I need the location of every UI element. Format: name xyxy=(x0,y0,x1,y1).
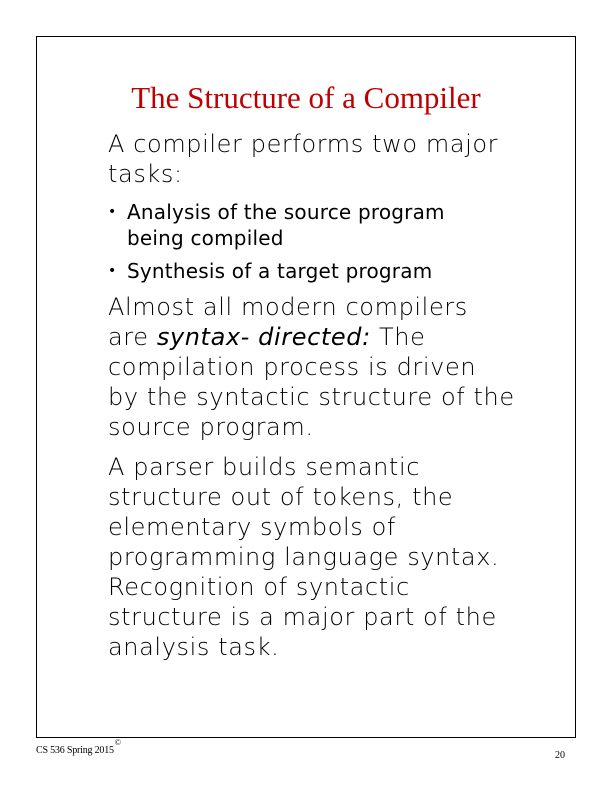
bullet-text xyxy=(127,199,528,251)
bullet-icon: • xyxy=(108,263,117,279)
paragraph-line: Recognition of syntactic xyxy=(108,573,410,601)
bullet-item-analysis xyxy=(108,199,528,251)
intro-line: tasks: xyxy=(108,160,183,188)
paragraph-line: source program. xyxy=(108,413,314,441)
intro-line: A compiler performs two major xyxy=(108,130,499,158)
intro-paragraph xyxy=(108,129,538,189)
line-prefix: are xyxy=(108,323,157,351)
emphasis-text: syntax- directed: xyxy=(156,323,371,351)
paragraph-line: compilation process is driven xyxy=(108,353,477,381)
bullet-icon: • xyxy=(108,204,117,220)
bullet-line: being compiled xyxy=(127,226,284,250)
bullet-line: Synthesis of a target program xyxy=(127,259,433,283)
page-title: The Structure of a Compiler xyxy=(131,80,481,115)
parser-paragraph xyxy=(108,452,538,662)
course-label: CS 536 Spring 2015 xyxy=(36,745,114,756)
page-number: 20 xyxy=(555,750,565,761)
bullet-text xyxy=(127,258,528,284)
paragraph-line: by the syntactic structure of the xyxy=(108,383,515,411)
paragraph-line: elementary symbols of xyxy=(108,513,396,541)
paragraph-line xyxy=(108,322,538,352)
paragraph-line: analysis task. xyxy=(108,633,280,661)
paragraph-line: Almost all modern compilers xyxy=(108,293,468,321)
syntax-directed-paragraph xyxy=(108,292,538,442)
paragraph-line: structure out of tokens, the xyxy=(108,483,454,511)
bullet-line: Analysis of the source program xyxy=(127,200,445,224)
bullet-item-synthesis xyxy=(108,258,528,284)
paragraph-line: structure is a major part of the xyxy=(108,603,497,631)
copyright-icon: © xyxy=(114,738,121,747)
paragraph-line: programming language syntax. xyxy=(108,543,500,571)
line-suffix: The xyxy=(370,323,426,351)
footer-course xyxy=(36,738,121,756)
paragraph-line: A parser builds semantic xyxy=(108,453,421,481)
